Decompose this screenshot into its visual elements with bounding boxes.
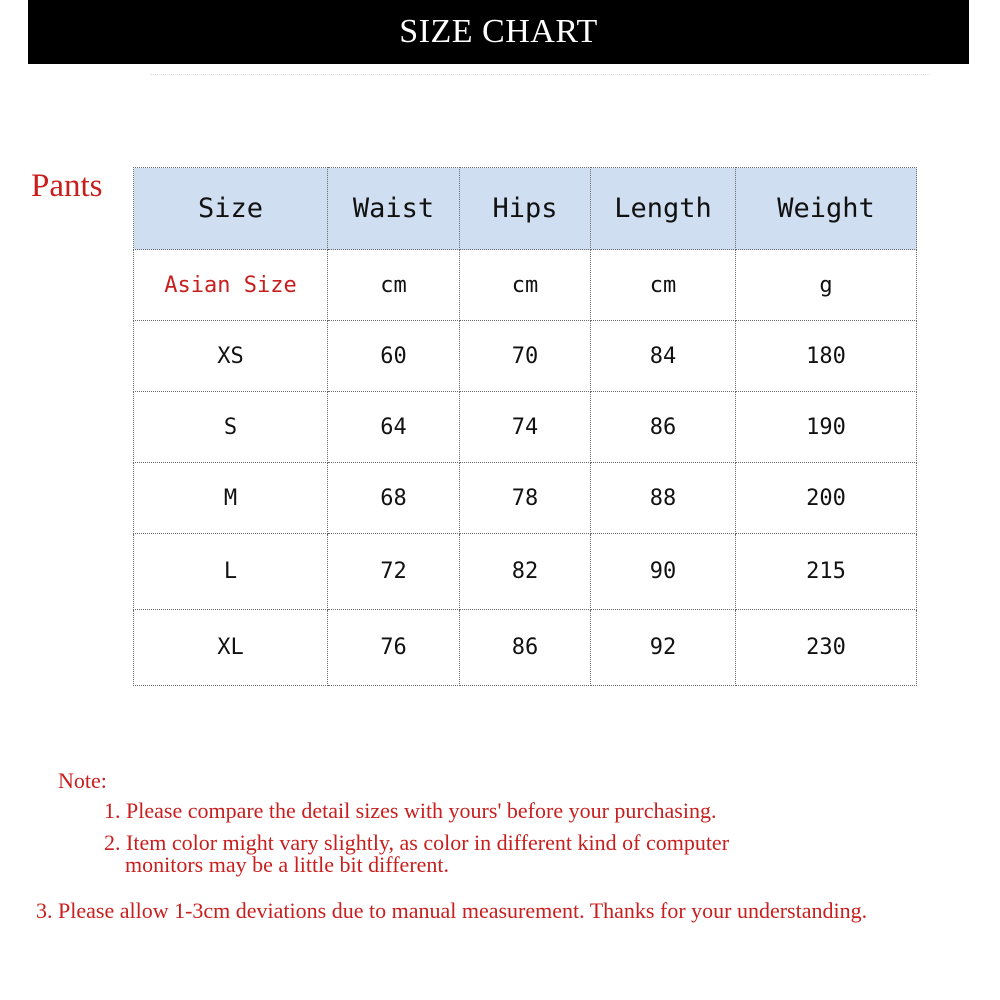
table-row xyxy=(134,610,917,686)
hips-cell: 78 xyxy=(460,463,591,534)
weight-cell: 200 xyxy=(736,463,917,534)
waist-cell: 72 xyxy=(328,534,460,610)
note-heading: Note: xyxy=(58,768,107,793)
size-cell: XL xyxy=(134,610,328,686)
unit-length: cm xyxy=(591,250,736,321)
waist-cell: 68 xyxy=(328,463,460,534)
note-item xyxy=(104,832,729,876)
unit-weight: g xyxy=(736,250,917,321)
length-cell: 92 xyxy=(591,610,736,686)
size-cell: L xyxy=(134,534,328,610)
length-cell: 86 xyxy=(591,392,736,463)
unit-row xyxy=(134,250,917,321)
table-row xyxy=(134,321,917,392)
note-item: 1. Please compare the detail sizes with yours' before your purchasing. xyxy=(104,798,717,823)
note-item-line: 2. Item color might vary slightly, as color in different kind of computer xyxy=(104,830,730,855)
weight-cell: 180 xyxy=(736,321,917,392)
weight-cell: 215 xyxy=(736,534,917,610)
header-hips: Hips xyxy=(460,168,591,250)
unit-hips: cm xyxy=(460,250,591,321)
table-row xyxy=(134,463,917,534)
size-table xyxy=(133,167,917,686)
header-size: Size xyxy=(134,168,328,250)
header-length: Length xyxy=(591,168,736,250)
note-item-continuation: monitors may be a little bit different. xyxy=(125,852,450,877)
table-row xyxy=(134,392,917,463)
size-cell: XS xyxy=(134,321,328,392)
header-weight: Weight xyxy=(736,168,917,250)
divider xyxy=(150,74,930,75)
weight-cell: 230 xyxy=(736,610,917,686)
asian-size-label: Asian Size xyxy=(134,250,328,321)
hips-cell: 70 xyxy=(460,321,591,392)
waist-cell: 64 xyxy=(328,392,460,463)
hips-cell: 82 xyxy=(460,534,591,610)
banner-title: SIZE CHART xyxy=(399,13,598,50)
length-cell: 88 xyxy=(591,463,736,534)
table-row xyxy=(134,534,917,610)
hips-cell: 74 xyxy=(460,392,591,463)
hips-cell: 86 xyxy=(460,610,591,686)
header-waist: Waist xyxy=(328,168,460,250)
size-cell: M xyxy=(134,463,328,534)
waist-cell: 60 xyxy=(328,321,460,392)
length-cell: 84 xyxy=(591,321,736,392)
length-cell: 90 xyxy=(591,534,736,610)
unit-waist: cm xyxy=(328,250,460,321)
size-chart-banner xyxy=(28,0,969,64)
category-label: Pants xyxy=(31,168,103,204)
header-row xyxy=(134,168,917,250)
waist-cell: 76 xyxy=(328,610,460,686)
note-item: 3. Please allow 1-3cm deviations due to manual measurement. Thanks for your understanding. xyxy=(36,898,868,923)
size-cell: S xyxy=(134,392,328,463)
weight-cell: 190 xyxy=(736,392,917,463)
